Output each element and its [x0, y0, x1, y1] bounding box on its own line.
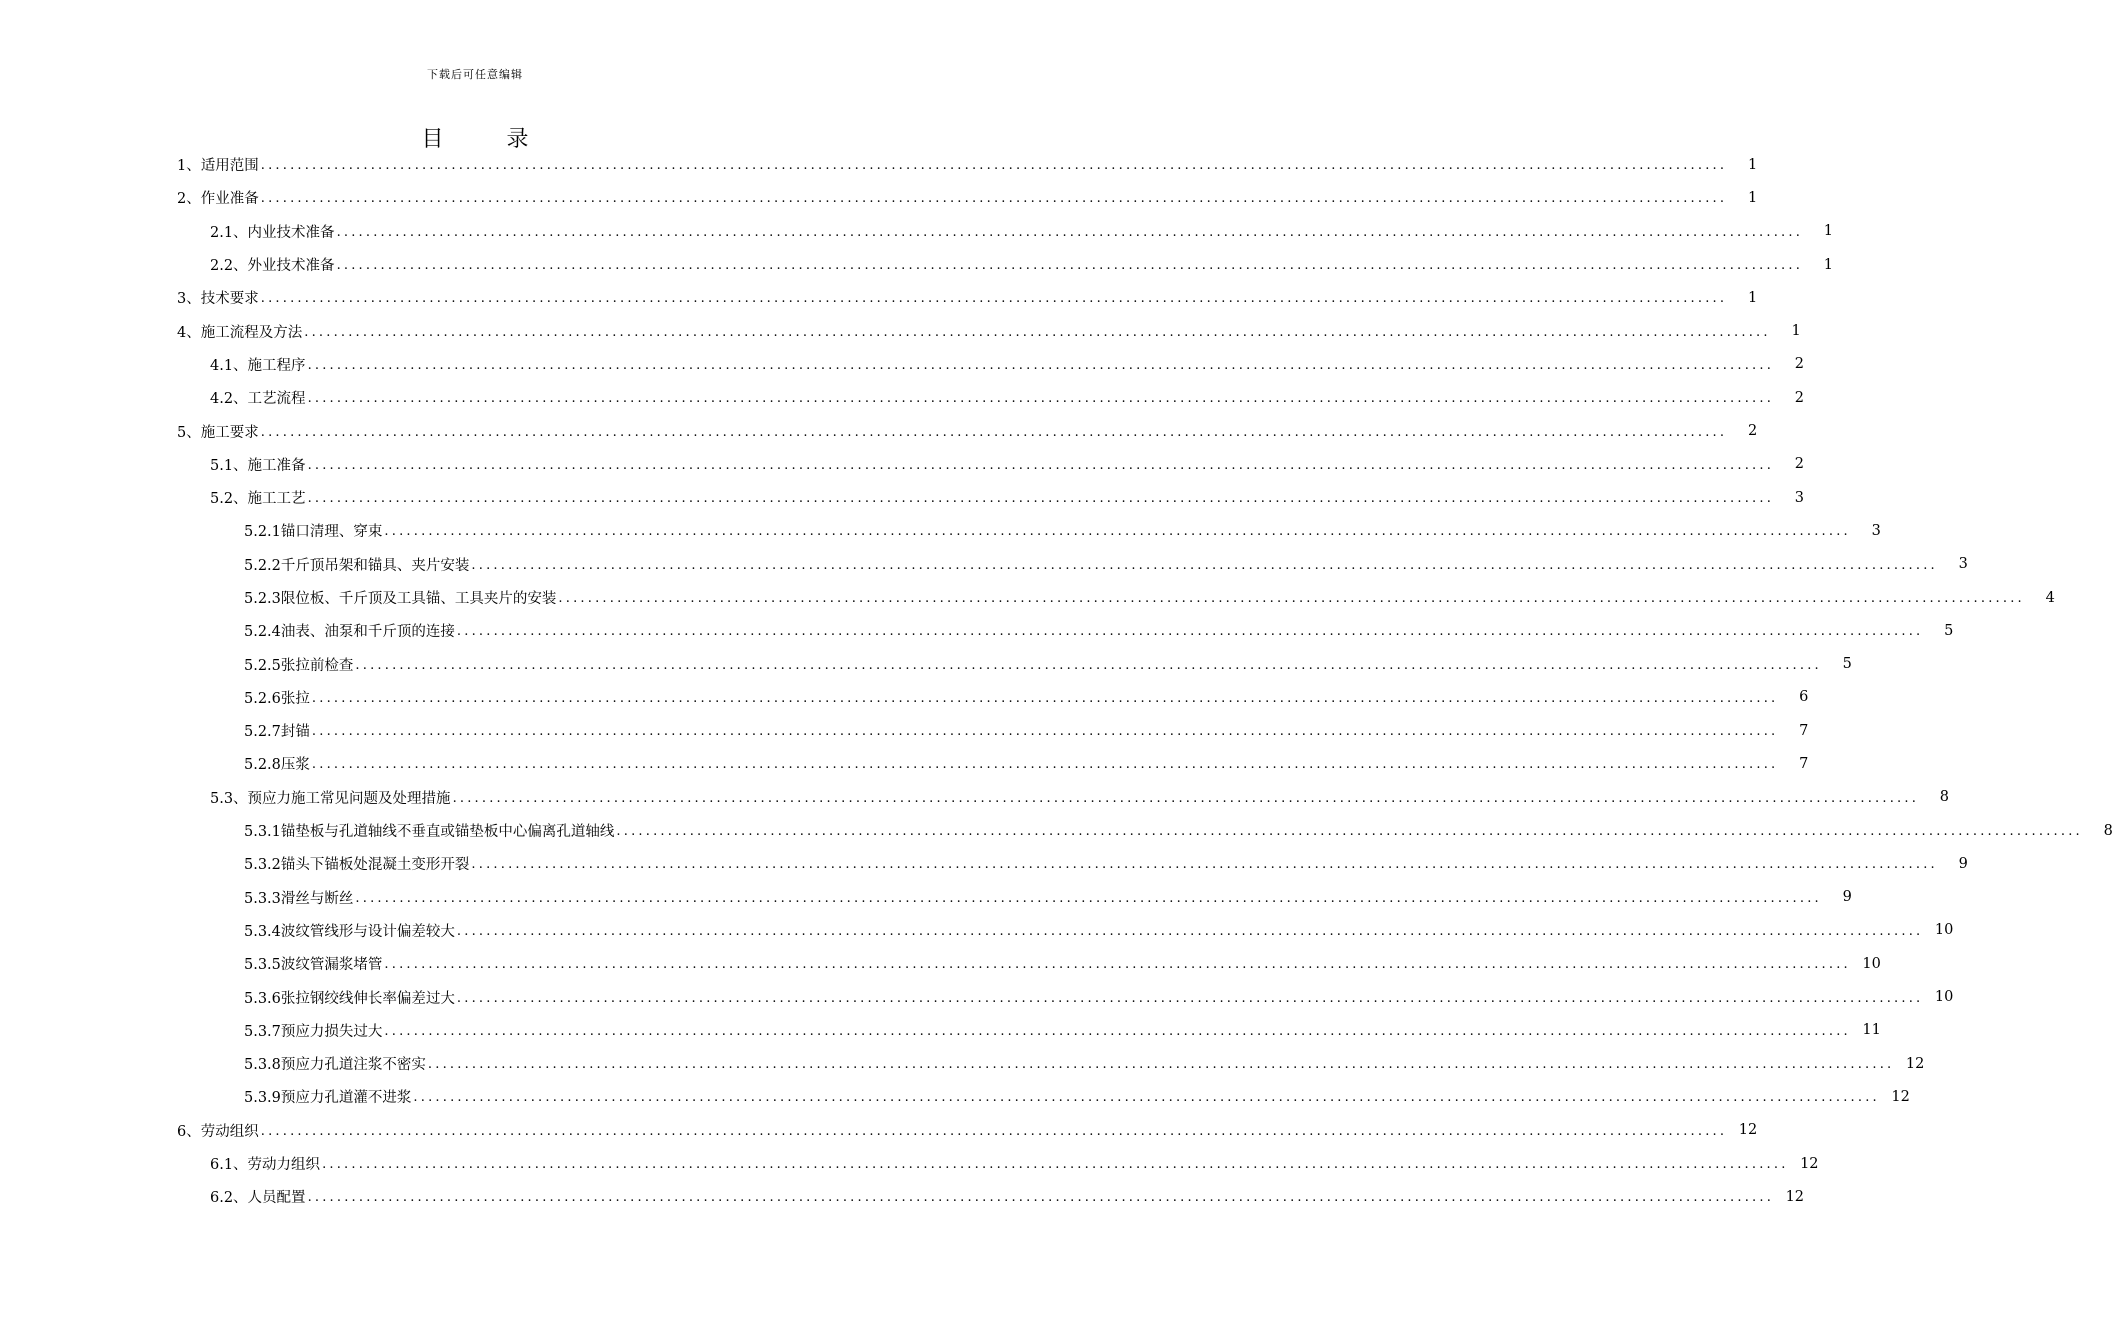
- dot-leader: ........................................................................................................................................................................................................: [384, 524, 1851, 540]
- toc-entry-text: 3、技术要求: [177, 291, 259, 308]
- toc-entry[interactable]: [0, 1047, 1925, 1080]
- toc-page-number: 12: [1785, 1188, 1805, 1205]
- header-note: 下载后可任意编辑: [427, 68, 523, 81]
- toc-page-number: 12: [1800, 1155, 1819, 1172]
- toc-page-number: 6: [1799, 689, 1809, 706]
- toc-entry-text: 5.3.6张拉钢绞线伸长率偏差过大: [244, 990, 455, 1007]
- dot-leader: ........................................................................................................................................................................................................: [260, 291, 1728, 307]
- toc-entry-text: 5.3.2锚头下锚板处混凝土变形开裂: [244, 857, 470, 874]
- toc-entry-text: 5.3.1锚垫板与孔道轴线不垂直或锚垫板中心偏离孔道轴线: [244, 824, 615, 841]
- toc-page-number: 9: [1958, 855, 1968, 872]
- dot-leader: ........................................................................................................................................................................................................: [471, 857, 1938, 873]
- dot-leader: ........................................................................................................................................................................................................: [456, 923, 1924, 939]
- toc-page-number: 12: [1891, 1088, 1910, 1105]
- toc-entry[interactable]: [0, 548, 1968, 581]
- toc-entry-text: 2、作业准备: [177, 191, 259, 208]
- toc-page-number: 1: [1747, 189, 1758, 206]
- toc-entry[interactable]: [0, 1114, 1758, 1147]
- toc-entry[interactable]: [0, 348, 1805, 381]
- toc-entry-text: 5.2.7封锚: [244, 724, 310, 741]
- toc-entry-text: 5.3.3滑丝与断丝: [244, 890, 354, 907]
- dot-leader: ........................................................................................................................................................................................................: [260, 424, 1728, 440]
- toc-entry[interactable]: [0, 714, 1809, 747]
- toc-page-number: 1: [1747, 156, 1758, 173]
- toc-entry-text: 5.2.8压浆: [244, 757, 310, 774]
- toc-entry-text: 5.3.7预应力损失过大: [244, 1023, 383, 1040]
- dot-leader: ........................................................................................................................................................................................................: [307, 1190, 1775, 1206]
- toc-entry[interactable]: [0, 914, 1954, 947]
- dot-leader: ........................................................................................................................................................................................................: [336, 258, 1804, 274]
- dot-leader: ........................................................................................................................................................................................................: [311, 690, 1779, 706]
- toc-title: 目 录: [421, 127, 557, 152]
- dot-leader: ........................................................................................................................................................................................................: [558, 591, 2025, 606]
- toc-entry-text: 4.1、施工程序: [210, 357, 306, 374]
- toc-page-number: 3: [1794, 489, 1805, 506]
- dot-leader: ........................................................................................................................................................................................................: [304, 324, 1771, 340]
- toc-page-number: 3: [1871, 522, 1881, 539]
- dot-leader: ........................................................................................................................................................................................................: [384, 957, 1851, 973]
- toc-entry[interactable]: [0, 881, 1852, 914]
- toc-entry[interactable]: [0, 980, 1954, 1013]
- toc-entry-text: 5.2.3限位板、千斤顶及工具锚、工具夹片的安装: [244, 591, 557, 607]
- dot-leader: ........................................................................................................................................................................................................: [355, 890, 1822, 906]
- toc-entry-text: 4.2、工艺流程: [210, 391, 306, 408]
- toc-page-number: 1: [1747, 289, 1758, 306]
- toc-entry-text: 6.2、人员配置: [210, 1190, 306, 1207]
- dot-leader: ........................................................................................................................................................................................................: [307, 357, 1775, 373]
- toc-page-number: 1: [1791, 323, 1801, 340]
- toc-entry[interactable]: [0, 448, 1805, 481]
- dot-leader: ........................................................................................................................................................................................................: [471, 557, 1938, 573]
- toc-entry[interactable]: [0, 581, 2055, 614]
- toc-entry-text: 5、施工要求: [177, 424, 259, 441]
- toc-page-number: 5: [1842, 656, 1852, 673]
- toc-entry[interactable]: [0, 181, 1758, 214]
- dot-leader: ........................................................................................................................................................................................................: [307, 491, 1775, 507]
- toc-page-number: 2: [1794, 356, 1805, 373]
- toc-entry[interactable]: [0, 481, 1805, 514]
- dot-leader: ........................................................................................................................................................................................................: [260, 158, 1728, 174]
- toc-entry[interactable]: [0, 1080, 1910, 1113]
- dot-leader: ........................................................................................................................................................................................................: [456, 624, 1924, 640]
- toc-entry-text: 2.1、内业技术准备: [210, 224, 335, 241]
- toc-page-number: 10: [1934, 989, 1954, 1006]
- toc-entry[interactable]: [0, 814, 2113, 847]
- dot-leader: ........................................................................................................................................................................................................: [260, 1123, 1728, 1139]
- toc-page-number: 2: [1794, 389, 1805, 406]
- dot-leader: ........................................................................................................................................................................................................: [384, 1023, 1851, 1039]
- dot-leader: ........................................................................................................................................................................................................: [311, 757, 1779, 773]
- toc-page-number: 7: [1799, 755, 1809, 772]
- toc-entry[interactable]: [0, 148, 1758, 181]
- toc-entry[interactable]: [0, 647, 1852, 680]
- toc-entry-text: 5.1、施工准备: [210, 457, 306, 474]
- dot-leader: ........................................................................................................................................................................................................: [616, 824, 2083, 840]
- toc-page-number: 5: [1944, 622, 1954, 639]
- toc-entry-text: 5.3.5波纹管漏浆堵管: [244, 957, 383, 974]
- dot-leader: ........................................................................................................................................................................................................: [311, 724, 1779, 740]
- table-of-contents: [0, 148, 2113, 1214]
- toc-page-number: 10: [1862, 955, 1881, 972]
- toc-entry-text: 5.2.5张拉前检查: [244, 657, 354, 674]
- toc-entry[interactable]: [0, 781, 1950, 814]
- toc-entry-text: 5.2.2千斤顶吊架和锚具、夹片安装: [244, 557, 470, 574]
- toc-page-number: 8: [2103, 822, 2113, 839]
- toc-entry[interactable]: [0, 847, 1968, 880]
- toc-page-number: 12: [1905, 1055, 1925, 1072]
- toc-entry-text: 5.2.4油表、油泵和千斤顶的连接: [244, 624, 455, 641]
- toc-entry-text: 5.3.8预应力孔道注浆不密实: [244, 1057, 426, 1074]
- toc-entry[interactable]: [0, 414, 1758, 447]
- dot-leader: ........................................................................................................................................................................................................: [322, 1157, 1789, 1173]
- dot-leader: ........................................................................................................................................................................................................: [336, 224, 1804, 240]
- toc-entry[interactable]: [0, 281, 1758, 314]
- toc-page-number: 1: [1823, 223, 1834, 240]
- toc-page-number: 11: [1862, 1022, 1881, 1039]
- dot-leader: ........................................................................................................................................................................................................: [413, 1090, 1880, 1106]
- toc-entry[interactable]: [0, 1014, 1881, 1047]
- toc-entry-text: 6、劳动组织: [177, 1123, 259, 1140]
- toc-entry[interactable]: [0, 947, 1881, 980]
- toc-page-number: 3: [1958, 556, 1968, 573]
- toc-entry-text: 5.3、预应力施工常见问题及处理措施: [210, 790, 451, 807]
- toc-entry-text: 5.2.1锚口清理、穿束: [244, 524, 383, 541]
- toc-entry[interactable]: [0, 215, 1834, 248]
- dot-leader: ........................................................................................................................................................................................................: [452, 790, 1920, 806]
- toc-entry-text: 5.3.9预应力孔道灌不进浆: [244, 1090, 412, 1107]
- toc-entry[interactable]: [0, 681, 1809, 714]
- dot-leader: ........................................................................................................................................................................................................: [260, 191, 1728, 207]
- toc-page-number: 2: [1794, 456, 1805, 473]
- toc-page-number: 1: [1823, 256, 1834, 273]
- toc-entry-text: 6.1、劳动力组织: [210, 1157, 321, 1174]
- toc-page-number: 10: [1934, 922, 1954, 939]
- toc-entry-text: 1、适用范围: [177, 158, 259, 175]
- toc-entry[interactable]: [0, 614, 1954, 647]
- toc-entry-text: 5.3.4波纹管线形与设计偏差较大: [244, 923, 455, 940]
- toc-entry[interactable]: [0, 314, 1801, 347]
- dot-leader: ........................................................................................................................................................................................................: [355, 657, 1822, 673]
- toc-entry-text: 5.2.6张拉: [244, 690, 310, 707]
- toc-entry[interactable]: [0, 248, 1834, 281]
- dot-leader: ........................................................................................................................................................................................................: [307, 391, 1775, 407]
- toc-page-number: 2: [1747, 423, 1758, 440]
- toc-page-number: 8: [1939, 789, 1950, 806]
- toc-entry-text: 4、施工流程及方法: [177, 324, 303, 341]
- toc-page-number: 12: [1738, 1122, 1758, 1139]
- toc-entry[interactable]: [0, 747, 1809, 780]
- dot-leader: ........................................................................................................................................................................................................: [427, 1057, 1895, 1073]
- toc-entry[interactable]: [0, 1147, 1819, 1180]
- toc-entry-text: 5.2、施工工艺: [210, 491, 306, 508]
- toc-page-number: 4: [2045, 589, 2055, 606]
- toc-entry[interactable]: [0, 1180, 1805, 1213]
- dot-leader: ........................................................................................................................................................................................................: [307, 457, 1775, 473]
- toc-entry[interactable]: [0, 514, 1881, 547]
- toc-entry[interactable]: [0, 381, 1805, 414]
- toc-page-number: 9: [1842, 889, 1852, 906]
- dot-leader: ........................................................................................................................................................................................................: [456, 990, 1924, 1006]
- toc-page-number: 7: [1799, 722, 1809, 739]
- toc-entry-text: 2.2、外业技术准备: [210, 258, 335, 275]
